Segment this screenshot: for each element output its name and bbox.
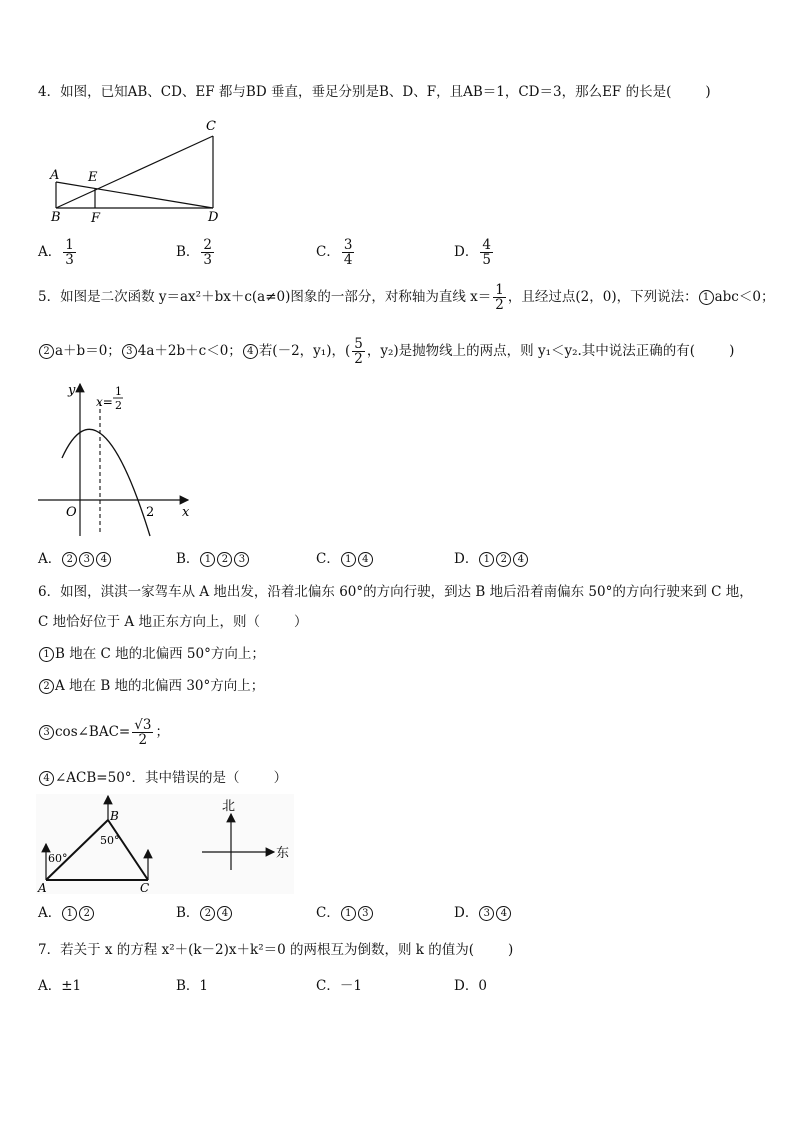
fraction: $\frac{2}{3}$ [203, 237, 213, 268]
y-label: y [68, 383, 76, 398]
label-a: A [50, 168, 60, 183]
label-c: C [206, 119, 216, 134]
q7-option-a[interactable]: A．±1 [38, 978, 82, 994]
q6-figure [36, 794, 296, 896]
fraction: $\frac{√3}{2}$ [134, 717, 152, 748]
label-e: E [88, 170, 98, 185]
fraction: $\frac{5}{2}$ [354, 336, 363, 367]
fraction: $\frac{1}{3}$ [65, 237, 74, 268]
x-label: x [182, 505, 190, 520]
q6-statement-4: 4 ∠ACB=50°．其中错误的是（ ） [38, 768, 287, 788]
q7-option-d[interactable]: D．0 [454, 978, 487, 994]
label-d: D [208, 210, 219, 225]
q6-statement-1: 1 B 地在 C 地的北偏西 50°方向上； [38, 644, 265, 664]
q6-option-c[interactable]: C． 1 3 [316, 903, 374, 923]
q6-option-b[interactable]: B． 2 4 [176, 903, 233, 923]
angle-60-label: 60° [48, 852, 68, 865]
label-b: B [51, 210, 61, 225]
fraction: $\frac{3}{4}$ [343, 237, 353, 268]
axis-eq-label: x= [96, 395, 113, 409]
label-c: C [140, 881, 150, 895]
q4-option-b[interactable]: B． $\frac{2}{3}$ [176, 237, 213, 268]
q7-stem: 7．若关于 x 的方程 x²＋(k－2)x＋k²＝0 的两根互为倒数，则 k 的值为( ) [38, 942, 514, 958]
q5-stem-line2: 2 a＋b＝0； 3 4a＋2b＋c＜0； 4 若(－2，y₁)，( $\frac{5}{2}$ ，y₂)是抛物线上的两点，则 y₁＜y₂.其中说法正确的有( ) [38, 337, 734, 366]
q7-option-b[interactable]: B．1 [176, 978, 209, 994]
label-f: F [91, 211, 101, 226]
q7-option-c[interactable]: C．－1 [316, 978, 362, 994]
q6-statement-2: 2 A 地在 B 地的北偏西 30°方向上； [38, 676, 264, 696]
q6-stem-line1: 6．如图，淇淇一家驾车从 A 地出发，沿着北偏东 60°的方向行驶，到达 B 地后沿着南偏东 50°的方向行驶来到 C 地， [38, 584, 753, 600]
q5-option-d[interactable]: D． 1 2 4 [454, 549, 529, 569]
q4-option-a[interactable]: A． $\frac{1}{3}$ [38, 237, 74, 268]
q5-stem-line1: 5．如图是二次函数 y＝ax²＋bx＋c(a≠0)图象的一部分，对称轴为直线 x＝ $\frac{1}{2}$ ，且经过点(2，0)，下列说法： 1 abc＜0； [38, 282, 775, 313]
segment-ad [56, 182, 213, 208]
north-label: 北 [222, 799, 236, 814]
q5-option-a[interactable]: A． 2 3 4 [38, 549, 112, 569]
q4-figure [38, 112, 238, 228]
label-a: A [38, 881, 47, 895]
fraction: $\frac{4}{5}$ [482, 237, 491, 268]
axis-eq-num: 1 [115, 385, 122, 398]
east-label: 东 [276, 846, 290, 861]
q4-stem: 4．如图，已知AB、CD、EF 都与BD 垂直，垂足分别是B、D、F，且AB＝1，CD＝3，那么EF 的长是( ) [38, 84, 711, 100]
tick-2: 2 [146, 505, 155, 520]
q4-option-d[interactable]: D． $\frac{4}{5}$ [454, 237, 491, 268]
fraction: $\frac{1}{2}$ [495, 282, 504, 313]
segment-bc [56, 136, 213, 208]
q6-option-d[interactable]: D． 3 4 [454, 903, 512, 923]
label-b: B [110, 809, 119, 823]
q5-option-c[interactable]: C． 1 4 [316, 549, 374, 569]
q4-option-c[interactable]: C． $\frac{3}{4}$ [316, 237, 353, 268]
q6-stem-line2: C 地恰好位于 A 地正东方向上，则（ ） [38, 614, 308, 630]
axis-eq-den: 2 [115, 399, 122, 412]
q5-figure [36, 378, 196, 538]
q6-statement-3: 3 cos∠BAC= $\frac{√3}{2}$ ； [38, 718, 169, 747]
q5-option-b[interactable]: B． 1 2 3 [176, 549, 250, 569]
angle-50-label: 50° [100, 834, 120, 847]
q6-option-a[interactable]: A． 1 2 [38, 903, 95, 923]
origin-label: O [66, 505, 77, 520]
